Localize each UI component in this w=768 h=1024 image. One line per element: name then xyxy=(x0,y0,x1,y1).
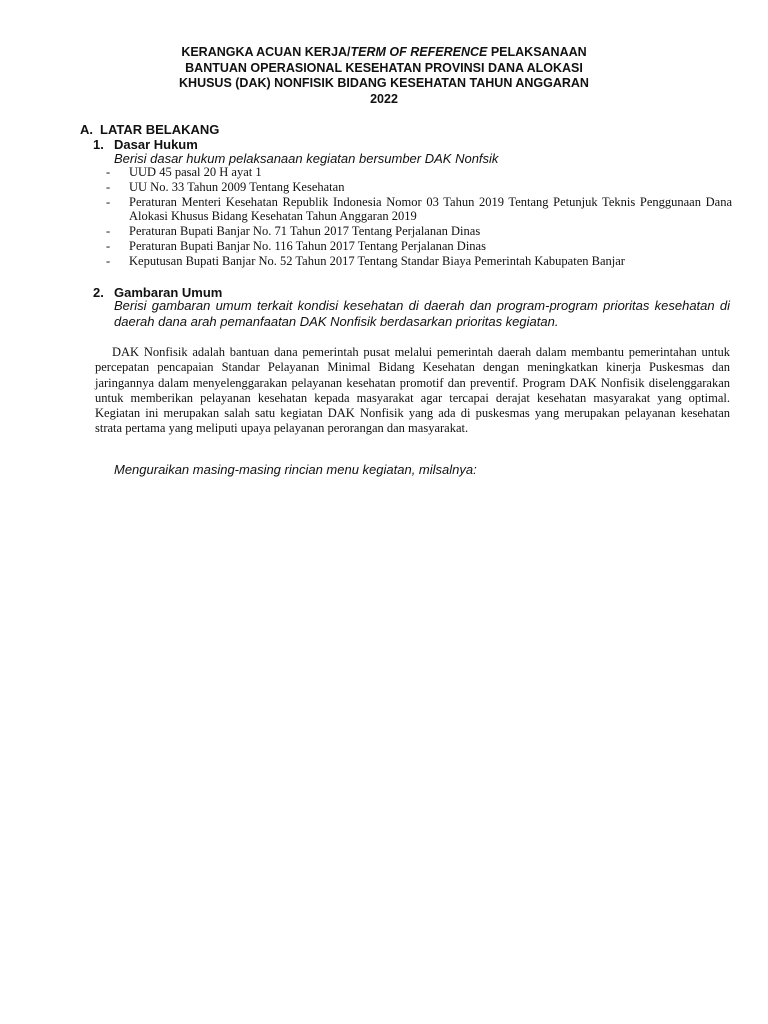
list-item xyxy=(106,239,732,254)
list-item xyxy=(106,224,732,239)
subsection-2-heading: Gambaran Umum xyxy=(114,285,223,300)
list-dash: - xyxy=(106,179,111,194)
legal-basis-list xyxy=(106,165,732,269)
title-line-1-prefix: KERANGKA ACUAN KERJA/ xyxy=(181,45,351,59)
list-dash: - xyxy=(106,224,111,239)
closing-italic-line: Menguraikan masing-masing rincian menu kegiatan, milsalnya: xyxy=(114,462,477,477)
subsection-2-intro: Berisi gambaran umum terkait kondisi kesehatan di daerah dan program-program prioritas kesehatan di daerah dana arah pemanfaatan DAK Nonfisik berdasarkan prioritas kegiatan. xyxy=(114,298,730,329)
list-dash: - xyxy=(106,253,111,268)
list-item xyxy=(106,195,732,225)
list-dash: - xyxy=(106,194,111,209)
title-line-4: 2022 xyxy=(370,91,398,106)
list-item xyxy=(106,254,732,269)
subsection-1-intro: Berisi dasar hukum pelaksanaan kegiatan bersumber DAK Nonfsik xyxy=(114,151,499,166)
list-item-text: Peraturan Bupati Banjar No. 116 Tahun 2017 Tentang Perjalanan Dinas xyxy=(129,238,486,253)
list-dash: - xyxy=(106,165,111,179)
list-item-text: Keputusan Bupati Banjar No. 52 Tahun 2017 Tentang Standar Biaya Pemerintah Kabupaten Banjar xyxy=(129,253,625,268)
list-dash: - xyxy=(106,238,111,253)
title-line-3: KHUSUS (DAK) NONFISIK BIDANG KESEHATAN TAHUN ANGGARAN xyxy=(179,76,589,90)
list-item xyxy=(106,165,732,180)
title-line-1-suffix: PELAKSANAAN xyxy=(487,45,587,59)
subsection-1-marker: 1. xyxy=(93,137,104,152)
subsection-1-heading: Dasar Hukum xyxy=(114,137,198,152)
title-line-1 xyxy=(110,45,658,61)
list-item-text: Peraturan Menteri Kesehatan Republik Indonesia Nomor 03 Tahun 2019 Tentang Petunjuk Teknis Penggunaan Dana Alokasi Khusus Bidang Kesehatan Tahun Anggaran 2019 xyxy=(129,194,732,224)
list-item-text: UU No. 33 Tahun 2009 Tentang Kesehatan xyxy=(129,179,345,194)
section-a-heading: LATAR BELAKANG xyxy=(100,122,220,137)
title-line-1-italic: TERM OF REFERENCE xyxy=(350,45,488,59)
body-paragraph: DAK Nonfisik adalah bantuan dana pemerintah pusat melalui pemerintah daerah dalam membantu pemerintahan untuk percepatan pencapaian Standar Pelayanan Minimal Bidang Kesehatan dengan meningkatkan kinerja Puskesmas dan jaringannya dalam menyelenggarakan pelayanan kesehatan promotif dan preventif. Program DAK Nonfisik diselenggarakan untuk memberikan pelayanan kesehatan kepada masyarakat agar tercapai derajat kesehatan masyarakat yang optimal. Kegiatan ini merupakan salah satu kegiatan DAK Nonfisik yang ada di puskesmas yang merupakan pelayanan kesehatan strata pertama yang meliputi upaya pelayanan perorangan dan masyarakat. xyxy=(95,345,730,436)
subsection-2-marker: 2. xyxy=(93,285,104,300)
list-item xyxy=(106,180,732,195)
list-item-text: UUD 45 pasal 20 H ayat 1 xyxy=(129,165,262,179)
title-line-2: BANTUAN OPERASIONAL KESEHATAN PROVINSI DANA ALOKASI xyxy=(185,60,583,75)
document-title xyxy=(110,45,658,107)
section-a-marker: A. xyxy=(80,122,93,137)
list-item-text: Peraturan Bupati Banjar No. 71 Tahun 2017 Tentang Perjalanan Dinas xyxy=(129,224,481,239)
